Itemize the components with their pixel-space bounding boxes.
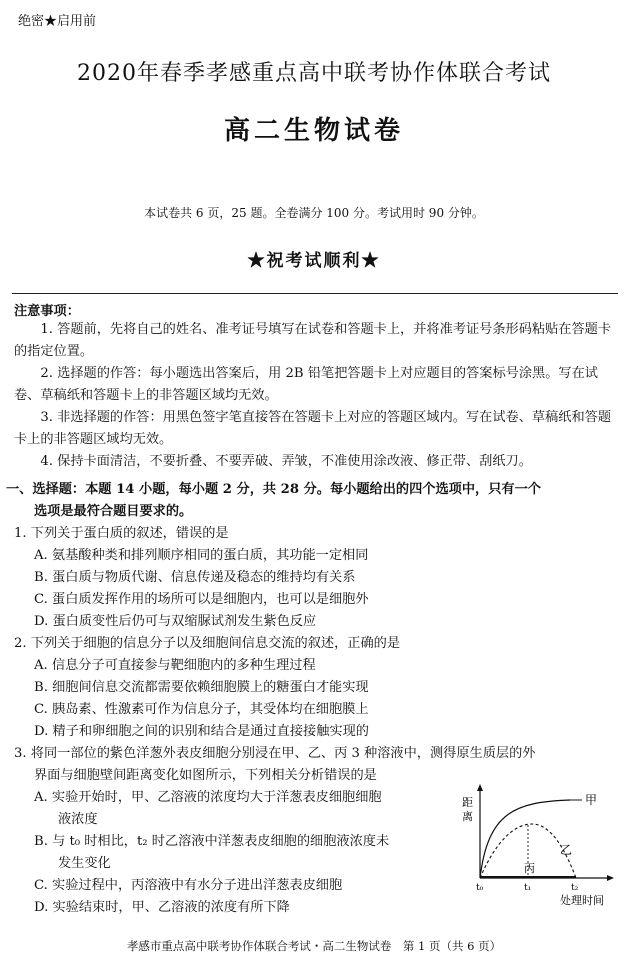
question-3-option-d: D. 实验结束时，甲、乙溶液的浓度有所下降 [34,900,290,915]
question-3-option-a-cont: 液浓度 [58,812,98,827]
x-axis-label: 处理时间 [560,894,604,907]
t0-label: t₀ [476,883,484,893]
question-3-option-b-cont: 发生变化 [58,856,111,871]
good-luck-wish: ★祝考试顺利★ [247,251,381,271]
question-2-option-d: D. 精子和卵细胞之间的识别和结合是通过直接接触实现的 [34,724,369,739]
section-heading-cont: 选项是最符合题目要求的。 [34,504,193,519]
question-2-stem: 2. 下列关于细胞的信息分子以及细胞间信息交流的叙述，正确的是 [14,636,401,651]
curve-label-jia: 甲 [585,793,598,807]
notes-heading: 注意事项： [14,304,80,319]
distance-time-figure [460,782,620,910]
curve-label-bing: 丙 [524,862,535,875]
curve-label-yi: 乙 [560,843,573,857]
note-item-3: 3. 非选择题的作答：用黑色签字笔直接答在答题卡上对应的答题区域内。写在试卷、草稿纸和答题卡上的非答题区域均无效。 [14,410,612,447]
question-1-stem: 1. 下列关于蛋白质的叙述，错误的是 [14,526,229,541]
question-3-option-c: C. 实验过程中，丙溶液中有水分子进出洋葱表皮细胞 [34,878,343,893]
question-1-option-b: B. 蛋白质与物质代谢、信息传递及稳态的维持均有关系 [34,570,356,585]
t1-label: t₁ [524,883,532,893]
secret-label: 绝密★启用前 [18,14,97,29]
question-1-option-d: D. 蛋白质变性后仍可与双缩脲试剂发生紫色反应 [34,614,317,629]
note-item-4: 4. 保持卡面清洁，不要折叠、不要弄破、弄皱，不准使用涂改液、修正带、刮纸刀。 [40,454,532,469]
question-1-option-c: C. 蛋白质发挥作用的场所可以是细胞内，也可以是细胞外 [34,592,369,607]
question-1-option-a: A. 氨基酸种类和排列顺序相同的蛋白质，其功能一定相同 [34,548,369,563]
question-2-option-c: C. 胰岛素、性激素可作为信息分子，其受体均在细胞膜上 [34,702,369,717]
question-2-option-a: A. 信息分子可直接参与靶细胞内的多种生理过程 [34,658,316,673]
page-footer: 孝感市重点高中联考协作体联合考试・高二生物试卷 第 1 页（共 6 页） [126,939,502,953]
question-3-stem-cont: 界面与细胞壁间距离变化如图所示，下列相关分析错误的是 [34,768,377,783]
y-label-1: 距 [462,796,473,809]
question-3-option-b: B. 与 t₀ 时相比，t₂ 时乙溶液中洋葱表皮细胞的细胞液浓度未 [34,834,390,849]
question-3-stem: 3. 将同一部位的紫色洋葱外表皮细胞分别浸在甲、乙、丙 3 种溶液中，测得原生质层的外 [14,746,536,761]
y-label-2: 离 [462,810,473,823]
note-item-1: 1. 答题前，先将自己的姓名、准考证号填写在试卷和答题卡上，并将准考证号条形码粘贴在答题卡的指定位置。 [14,322,612,359]
question-2-option-b: B. 细胞间信息交流都需要依赖细胞膜上的糖蛋白才能实现 [34,680,369,695]
t2-label: t₂ [571,883,579,893]
y-axis-arrow-icon [477,784,483,791]
note-item-2: 2. 选择题的作答：每小题选出答案后，用 2B 铅笔把答题卡上对应题目的答案标号涂黑。写在试卷、草稿纸和答题卡上的非答题区域均无效。 [14,366,598,403]
question-3-option-a: A. 实验开始时，甲、乙溶液的浓度均大于洋葱表皮细胞细胞 [34,790,382,805]
section-heading: 一、选择题：本题 14 小题，每小题 2 分，共 28 分。每小题给出的四个选项中，只有一个 [6,482,541,497]
divider [12,293,618,294]
exam-info: 本试卷共 6 页，25 题。全卷满分 100 分。考试用时 90 分钟。 [144,206,484,220]
x-axis-arrow-icon [607,875,614,881]
subject-title: 高二生物试卷 [223,116,404,146]
exam-title: 2020年春季孝感重点高中联考协作体联合考试 [77,61,551,86]
